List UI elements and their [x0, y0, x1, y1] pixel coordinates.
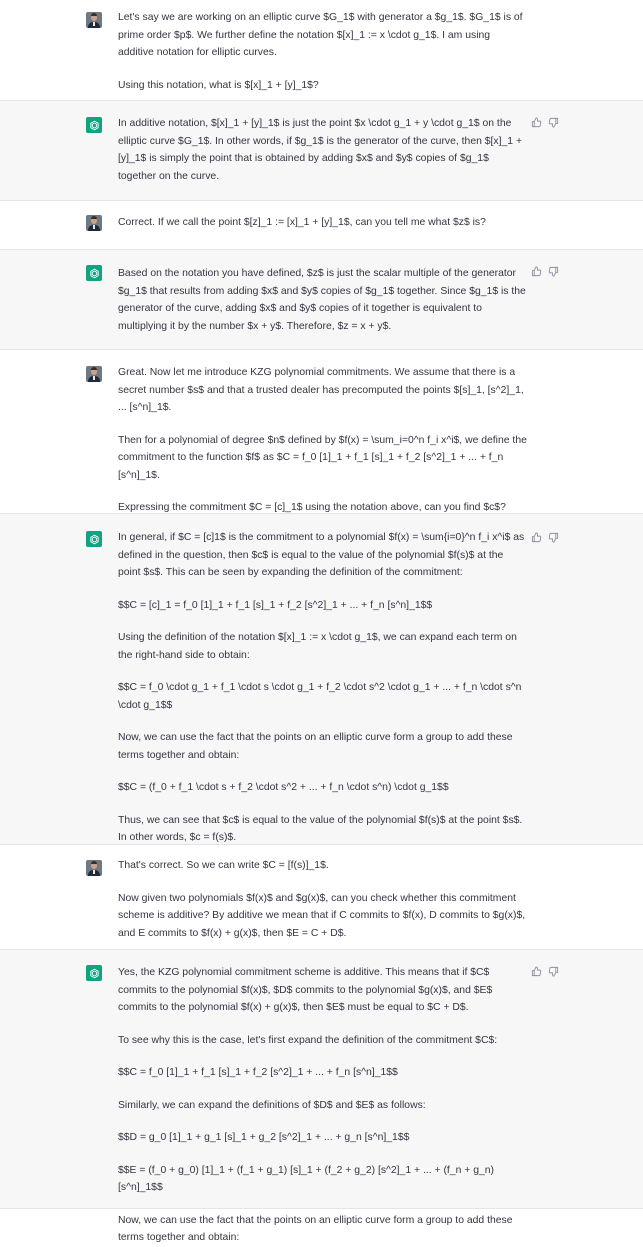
message-content	[118, 529, 528, 847]
message-paragraph: Thus, we can see that $c$ is equal to the value of the polynomial $f(s)$ at the point $s$. In other words, $c = f(s)$.	[118, 814, 526, 843]
math-block: $$C = [c]_1 = f_0 [1]_1 + f_1 [s]_1 + f_2 [s^2]_1 + ... + f_n [s^n]_1$$	[118, 599, 433, 611]
message-content	[118, 265, 528, 335]
message-paragraph: Great. Now let me introduce KZG polynomial commitments. We assume that there is a secret number $s$ and that a trusted dealer has precomputed the points $[s]_1, [s^2]_1, ... [s^n]_1$.	[118, 367, 527, 413]
message-paragraph: Now, we can use the fact that the points on an elliptic curve form a group to add these terms together and obtain:	[118, 1214, 516, 1243]
message-paragraph: Expressing the commitment $C = [c]_1$ using the notation above, can you find $c$?	[118, 502, 506, 513]
user-message	[0, 0, 643, 100]
message-paragraph: Similarly, we can expand the definitions of $D$ and $E$ as follows:	[118, 1099, 426, 1111]
thumbs-up-icon[interactable]	[531, 117, 542, 128]
math-block: $$C = f_0 [1]_1 + f_1 [s]_1 + f_2 [s^2]_1 + ... + f_n [s^n]_1$$	[118, 1067, 398, 1078]
message-paragraph: Using the definition of the notation $[x]_1 := x \cdot g_1$, we can expand each term on the right-hand side to obtain:	[118, 632, 520, 661]
user-avatar	[86, 366, 102, 382]
user-avatar	[86, 215, 102, 231]
assistant-avatar	[86, 531, 102, 547]
message-paragraph: Yes, the KZG polynomial commitment scheme is additive. This means that if $C$ commits to the polynomial $f(x)$, $D$ commits to the polynomial $g(x)$, and $E$ commits to the polynomial $f(x) + g(x)$, then $E$ must be equal to $C + D$.	[118, 967, 496, 1013]
feedback-buttons	[531, 266, 559, 277]
message-paragraph: That's correct. So we can write $C = [f(s)]_1$.	[118, 860, 329, 871]
feedback-buttons	[531, 966, 559, 977]
math-block: $$E = (f_0 + g_0) [1]_1 + (f_1 + g_1) [s]_1 + (f_2 + g_2) [s^2]_1 + ... + (f_n + g_n) [s^n]_1$$	[118, 1164, 497, 1193]
assistant-avatar	[86, 265, 102, 281]
assistant-message	[0, 100, 643, 201]
math-block: $$D = g_0 [1]_1 + g_1 [s]_1 + g_2 [s^2]_1 + ... + g_n [s^n]_1$$	[118, 1132, 410, 1143]
assistant-message	[0, 249, 643, 350]
assistant-message	[0, 513, 643, 845]
message-paragraph: Now given two polynomials $f(x)$ and $g(x)$, can you check whether this commitment scheme is additive? By additive we mean that if C commits to $f(x), D commits to $g(x)$, and E commits to $f(x) + g(x)$, then $E = C + D$.	[118, 892, 528, 939]
message-content	[118, 9, 528, 94]
user-message	[0, 350, 643, 513]
message-paragraph: To see why this is the case, let's first expand the definition of the commitment $C$:	[118, 1034, 498, 1046]
assistant-avatar	[86, 965, 102, 981]
message-paragraph: Based on the notation you have defined, $z$ is just the scalar multiple of the generator $g_1$ that results from adding $x$ and $y$ copies of $g_1$ together. Since $g_1$ is the generator of the curve, adding $x$ and $y$ copies of it together is equivalent to multiplying it by the number $x + y$. Therefore, $z = x + y$.	[118, 268, 529, 332]
message-content	[118, 857, 528, 942]
thumbs-up-icon[interactable]	[531, 266, 542, 277]
openai-logo-icon	[89, 120, 100, 131]
thumbs-down-icon[interactable]	[548, 266, 559, 277]
feedback-buttons	[531, 532, 559, 543]
message-content	[118, 214, 528, 232]
assistant-message	[0, 949, 643, 1243]
user-avatar	[86, 860, 102, 876]
openai-logo-icon	[89, 968, 100, 979]
message-content	[118, 364, 528, 517]
message-paragraph: Then for a polynomial of degree $n$ defined by $f(x) = \sum_i=0^n f_i x^i$, we define the commitment to the function $f$ as $C = f_0 [1]_1 + f_1 [s]_1 + f_2 [s^2]_1 + ... + f_n [s^n]_1$.	[118, 434, 530, 481]
openai-logo-icon	[89, 268, 100, 279]
thumbs-down-icon[interactable]	[548, 117, 559, 128]
feedback-buttons	[531, 117, 559, 128]
user-message	[0, 845, 643, 949]
math-block: $$C = (f_0 + f_1 \cdot s + f_2 \cdot s^2 + ... + f_n \cdot s^n) \cdot g_1$$	[118, 782, 449, 793]
openai-logo-icon	[89, 534, 100, 545]
math-block: $$C = f_0 \cdot g_1 + f_1 \cdot s \cdot g_1 + f_2 \cdot s^2 \cdot g_1 + ... + f_n \cdot s^n \cdot g_1$$	[118, 682, 525, 711]
message-paragraph: Let's say we are working on an elliptic curve $G_1$ with generator a $g_1$. $G_1$ is of prime order $p$. We further define the notation $[x]_1 := x \cdot g_1$. I am using additive notation for elliptic curves.	[118, 12, 526, 58]
message-content	[118, 115, 528, 185]
message-content	[118, 964, 528, 1247]
message-paragraph: Now, we can use the fact that the points on an elliptic curve form a group to add these terms together and obtain:	[118, 732, 516, 761]
message-paragraph: In general, if $C = [c]1$ is the commitment to a polynomial $f(x) = \sum{i=0}^n f_i x^i$ as defined in the question, then $c$ is equal to the value of the polynomial $f(s)$ at the point $s$. This can be seen by expanding the definition of the commitment:	[118, 532, 528, 578]
thumbs-down-icon[interactable]	[548, 532, 559, 543]
assistant-avatar	[86, 117, 102, 133]
message-paragraph: Correct. If we call the point $[z]_1 := [x]_1 + [y]_1$, can you tell me what $z$ is?	[118, 217, 486, 228]
thumbs-down-icon[interactable]	[548, 966, 559, 977]
message-paragraph: In additive notation, $[x]_1 + [y]_1$ is just the point $x \cdot g_1 + y \cdot g_1$ on the elliptic curve $G_1$. In other words, if $g_1$ is the generator of the curve, then $[x]_1 + [y]_1$ is simply the point that is obtained by adding $x$ and $y$ copies of $g_1$ together on the curve.	[118, 118, 525, 182]
user-message	[0, 201, 643, 249]
user-avatar	[86, 12, 102, 28]
thumbs-up-icon[interactable]	[531, 532, 542, 543]
message-paragraph: Using this notation, what is $[x]_1 + [y]_1$?	[118, 79, 319, 91]
thumbs-up-icon[interactable]	[531, 966, 542, 977]
